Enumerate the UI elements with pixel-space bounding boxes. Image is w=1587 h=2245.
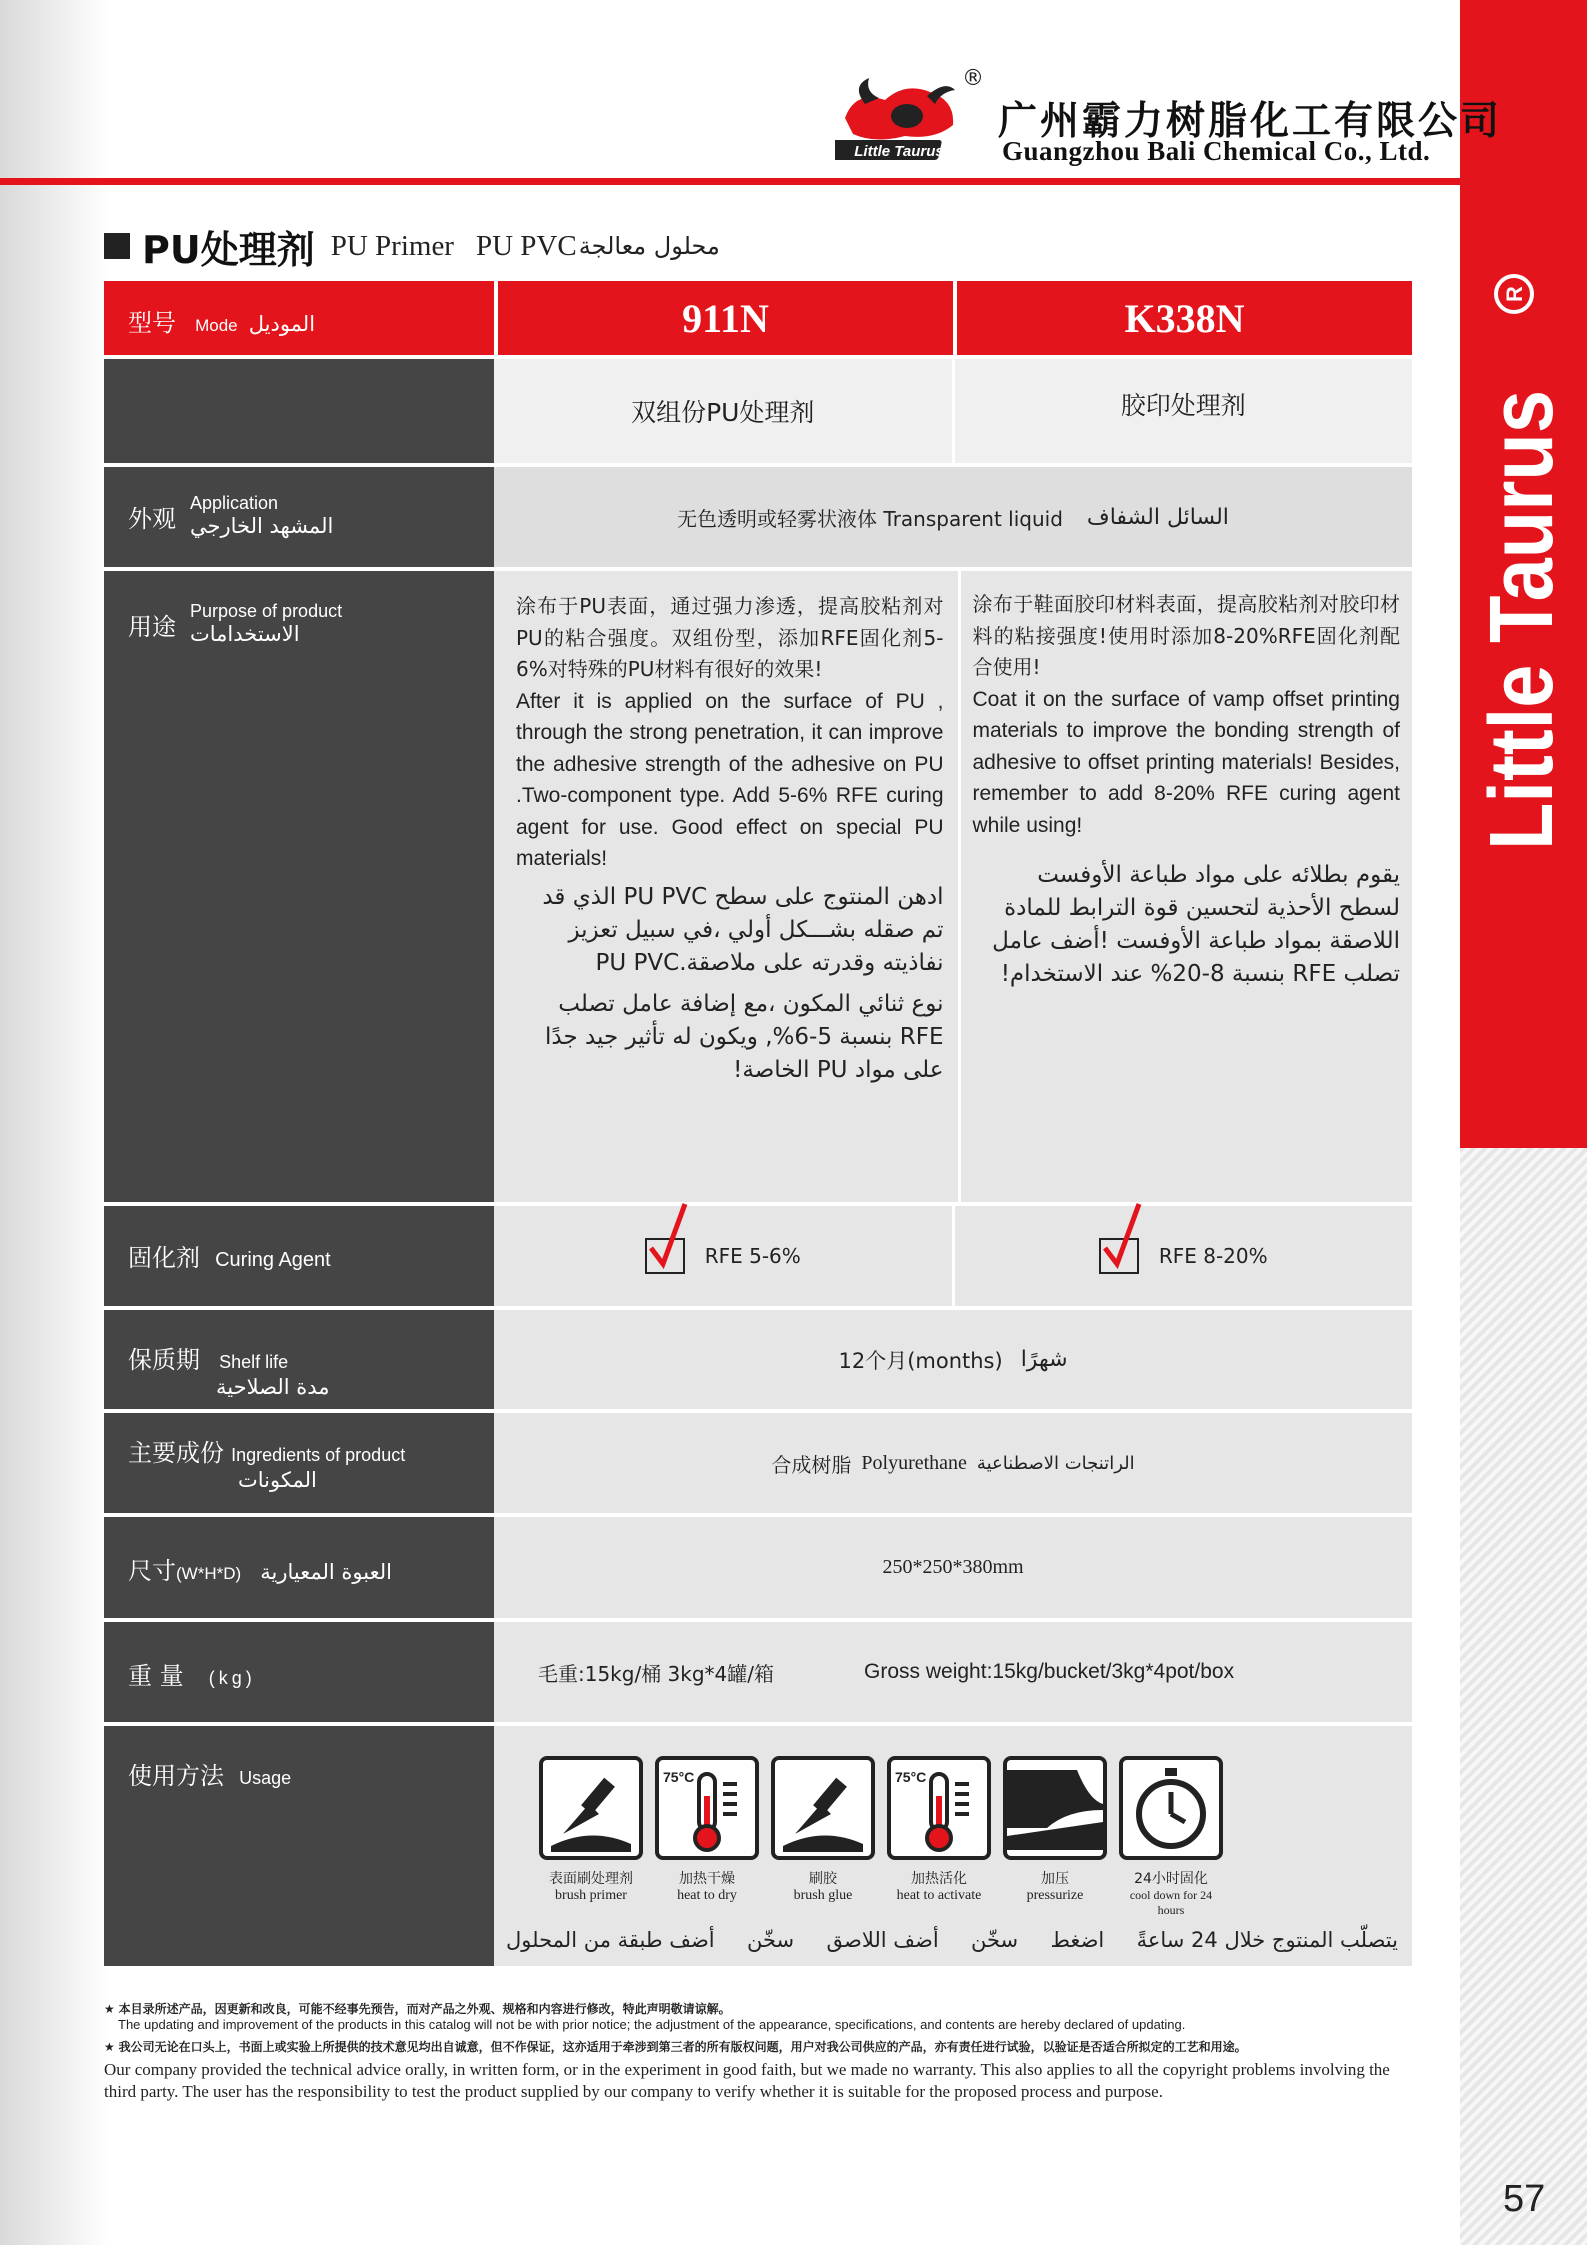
shelf-label <box>104 1310 494 1409</box>
shelf-value-text: 12个月(months) <box>838 1348 1003 1373</box>
svg-text:75°C: 75°C <box>663 1769 695 1785</box>
star-icon: ★ <box>104 2040 115 2054</box>
description-col2: 胶印处理剂 <box>952 359 1413 463</box>
ingredients-value-ar: الراتنجات الاصطناعية <box>976 1452 1135 1474</box>
purpose-values <box>494 571 1412 1202</box>
usage-step-2 <box>652 1756 762 1918</box>
model-label-cn: 型号 <box>128 309 176 337</box>
side-brand-text <box>1474 310 1574 870</box>
title-square-icon <box>104 233 130 259</box>
curing-label-en: Curing Agent <box>215 1249 331 1271</box>
registered-mark: ® <box>962 66 984 91</box>
usage-step-5-ar: اضغط <box>1050 1928 1105 1952</box>
usage-steps <box>494 1726 1412 1966</box>
title-cn: PU处理剂 <box>142 227 315 272</box>
usage-step-1 <box>536 1756 646 1918</box>
ingredients-label <box>104 1413 494 1513</box>
size-value <box>494 1517 1412 1618</box>
usage-step-2-en: heat to dry <box>677 1888 737 1903</box>
weight-value <box>494 1622 1412 1722</box>
purpose-label-cn: 用途 <box>128 613 176 641</box>
footer-notes <box>104 2000 1414 2103</box>
appearance-label-cn: 外观 <box>128 505 176 533</box>
curing-check-1 <box>645 1238 801 1274</box>
weight-label <box>104 1622 494 1722</box>
shelf-row <box>104 1310 1412 1413</box>
usage-label-cn: 使用方法 <box>128 1762 224 1790</box>
ingredients-value-en: Polyurethane <box>861 1451 967 1474</box>
shelf-value <box>494 1310 1412 1409</box>
title-en: PU Primer <box>330 229 454 262</box>
purpose-col1-ar2: نوع ثنائي المكون ،مع إضافة عامل تصلب RFE بنسبة 5-6%, ويكون له تأثير جيد جدًا على مواد PU الخاصة! <box>544 990 944 1083</box>
curing-label-cn: 固化剂 <box>128 1244 200 1272</box>
company-logo <box>835 70 965 166</box>
curing-col1 <box>494 1206 952 1306</box>
footer-note-2-en: Our company provided the technical advice orally, in written form, or in the experiment in good faith, but we made no warranty. This also applies to all the copyright problems involving the third party. The user has the responsibility to test the product supplied by our company to verify whether it is suitable for the proposed process and purpose. <box>104 2060 1390 2101</box>
footer-note-1-en: The updating and improvement of the products in this catalog will not be with prior notice; the adjustment of the appearance, specifications, and contents are hereby declared of updating. <box>118 2017 1186 2032</box>
purpose-col2-cn: 涂布于鞋面胶印材料表面，提高胶粘剂对胶印材料的粘接强度!使用时添加8-20%RFE固化剂配合使用! <box>972 592 1400 679</box>
usage-step-4 <box>884 1756 994 1918</box>
shelf-label-ar: مدة الصلاحية <box>216 1375 330 1399</box>
usage-step-4-en: heat to activate <box>896 1888 982 1903</box>
usage-step-1-cn: 表面刷处理剂 <box>549 1871 633 1887</box>
usage-step-6-ar: يتصلّب المنتوج خلال 24 ساعةً <box>1136 1928 1398 1952</box>
page-background-gradient <box>0 0 110 2245</box>
weight-label-cn: 重 量 <box>128 1662 184 1690</box>
appearance-row <box>104 467 1412 571</box>
usage-ar-row <box>506 1928 1398 1952</box>
brush-icon <box>771 1756 875 1860</box>
model-values <box>494 281 1412 355</box>
press-icon <box>1003 1756 1107 1860</box>
description-col1: 双组份PU处理剂 <box>631 398 815 427</box>
checkbox-icon <box>1099 1238 1139 1274</box>
star-icon: ★ <box>104 2002 115 2016</box>
usage-step-5 <box>1000 1756 1110 1918</box>
appearance-label <box>104 467 494 567</box>
description-row <box>104 359 1412 467</box>
footer-note-1 <box>104 2000 1414 2017</box>
appearance-label-ar: المشهد الخارجي <box>190 514 334 538</box>
purpose-col2-en: Coat it on the surface of vamp offset printing materials to improve the bonding strength of adhesive to offset printing materials! Besides, remember to add 8-20% RFE curing agent while using! <box>972 687 1400 837</box>
appearance-value <box>494 467 1412 567</box>
spec-table <box>104 281 1412 1970</box>
size-label <box>104 1517 494 1618</box>
section-title <box>104 222 720 270</box>
purpose-col2-ar: يقوم بطلائه على مواد طباعة الأوفست لسطح الأحذية لتحسين قوة الترابط للمادة اللاصقة بمواد طباعة الأوفست !أضف عامل تصلب RFE بنسبة 8-20% عند الاستخدام! <box>992 862 1400 987</box>
curing-col1-text: RFE 5-6% <box>704 1244 801 1268</box>
usage-step-4-ar: سخّن <box>971 1928 1019 1952</box>
purpose-label-ar: الاستخدامات <box>190 622 300 646</box>
purpose-col1 <box>494 571 958 1202</box>
header-divider <box>0 178 1460 185</box>
thermometer-icon <box>887 1756 991 1860</box>
model-row <box>104 281 1412 359</box>
side-brand-label: Little Taurus <box>1474 316 1572 850</box>
size-label-cn: 尺寸 <box>128 1557 176 1585</box>
usage-step-3 <box>768 1756 878 1918</box>
size-label-ar: العبوة المعيارية <box>260 1560 392 1584</box>
purpose-col1-cn: 涂布于PU表面，通过强力渗透，提高胶粘剂对PU的粘合强度。双组份型，添加RFE固化剂5-6%对特殊的PU材料有很好的效果! <box>516 594 944 681</box>
size-value-text: 250*250*380mm <box>882 1556 1024 1578</box>
curing-col2-text: RFE 8-20% <box>1158 1244 1268 1268</box>
purpose-label <box>104 571 494 1202</box>
ingredients-value <box>494 1413 1412 1513</box>
shelf-value-ar: شهرًا <box>1020 1347 1068 1372</box>
company-name-en: Guangzhou Bali Chemical Co., Ltd. <box>1002 136 1431 166</box>
usage-step-5-cn: 加压 <box>1041 1871 1069 1887</box>
usage-icon-row <box>536 1756 1398 1918</box>
usage-step-3-ar: أضف اللاصق <box>826 1928 939 1952</box>
appearance-label-en: Application <box>190 493 279 513</box>
weight-label-en: (kg) <box>208 1668 256 1688</box>
curing-row <box>104 1206 1412 1310</box>
shelf-label-cn: 保质期 <box>128 1346 200 1374</box>
size-row <box>104 1517 1412 1622</box>
ingredients-row <box>104 1413 1412 1517</box>
purpose-col1-ar1: ادهن المنتوج على سطح PU PVC الذي قد تم صقله بشـــكل أولي ،في سبيل تعزيز نفاذيته وقدرته على ملاصقة.PU PVC <box>542 883 944 976</box>
svg-text:75°C: 75°C <box>895 1769 927 1785</box>
usage-step-6-cn: 24小时固化 <box>1134 1871 1208 1887</box>
purpose-row <box>104 571 1412 1206</box>
usage-step-2-ar: سخّن <box>746 1928 795 1952</box>
page-number: 57 <box>1503 2178 1546 2220</box>
usage-step-2-cn: 加热干燥 <box>679 1871 735 1887</box>
ingredients-value-cn: 合成树脂 <box>771 1452 852 1477</box>
usage-step-5-en: pressurize <box>1026 1888 1084 1903</box>
curing-label <box>104 1206 494 1306</box>
description-label <box>104 359 494 463</box>
usage-label <box>104 1726 494 1966</box>
model-label-en: Mode <box>195 316 238 335</box>
model-col2: K338N <box>953 281 1412 355</box>
company-name-cn: 广州霸力树脂化工有限公司 <box>998 99 1503 144</box>
footer-note-2 <box>104 2038 1414 2055</box>
timer-icon <box>1119 1756 1223 1860</box>
usage-step-4-cn: 加热活化 <box>911 1871 967 1887</box>
footer-note-2-cn: 我公司无论在口头上，书面上或实验上所提供的技术意见均出自诚意，但不作保证，这亦适用于牵涉到第三者的所有版权问题，用户对我公司供应的产品，亦有责任进行试验，以验证是否适合所拟定的工艺和用途。 <box>118 2040 1247 2054</box>
purpose-col2 <box>958 571 1413 1202</box>
svg-text:R: R <box>1502 286 1527 302</box>
side-hatch-band <box>1460 1148 1587 2245</box>
weight-value-cn: 毛重:15kg/桶 3kg*4罐/箱 <box>538 1661 775 1686</box>
curing-col2 <box>952 1206 1413 1306</box>
thermometer-icon <box>655 1756 759 1860</box>
curing-values <box>494 1206 1412 1306</box>
usage-row <box>104 1726 1412 1970</box>
brush-icon <box>539 1756 643 1860</box>
usage-label-en: Usage <box>239 1768 292 1788</box>
usage-step-6-en: cool down for 24 hours <box>1129 1888 1213 1917</box>
usage-step-3-cn: 刷胶 <box>809 1871 837 1887</box>
appearance-value-text: 无色透明或轻雾状液体 Transparent liquid <box>677 506 1063 531</box>
usage-step-1-en: brush primer <box>555 1888 627 1903</box>
usage-step-6 <box>1116 1756 1226 1918</box>
ingredients-label-cn: 主要成份 <box>128 1439 224 1467</box>
ingredients-label-ar: المكونات <box>238 1468 317 1492</box>
size-label-en: (W*H*D) <box>176 1564 242 1583</box>
title-ar: محلول معالجة <box>578 232 720 260</box>
footer-note-1-cn: 本目录所述产品，因更新和改良，可能不经事先预告，而对产品之外观、规格和内容进行修改，特此声明敬请谅解。 <box>118 2002 731 2016</box>
svg-text:Little Taurus: Little Taurus <box>854 143 944 160</box>
title-en-secondary: PU PVC <box>475 229 577 262</box>
checkbox-icon <box>645 1238 685 1274</box>
purpose-label-en: Purpose of product <box>190 601 343 621</box>
curing-check-2 <box>1099 1238 1268 1274</box>
purpose-col1-en: After it is applied on the surface of PU , through the strong penetration, it can improve the adhesive strength of the adhesive on PU .Two-component type. Add 5-6% RFE curing agent for use. Good effect on special PU materials! <box>516 689 944 870</box>
usage-step-1-ar: أضف طبقة من المحلول <box>506 1928 715 1952</box>
side-registered-icon <box>1492 272 1536 316</box>
model-label-ar: الموديل <box>248 312 316 336</box>
shelf-label-en: Shelf life <box>219 1352 289 1372</box>
model-label <box>104 281 494 355</box>
ingredients-label-en: Ingredients of product <box>231 1445 406 1465</box>
weight-row <box>104 1622 1412 1726</box>
description-values <box>494 359 1412 463</box>
appearance-value-ar: السائل الشفاف <box>1086 504 1229 530</box>
weight-value-en: Gross weight:15kg/bucket/3kg*4pot/box <box>864 1660 1235 1683</box>
usage-step-3-en: brush glue <box>793 1888 853 1903</box>
model-col1: 911N <box>494 281 953 355</box>
